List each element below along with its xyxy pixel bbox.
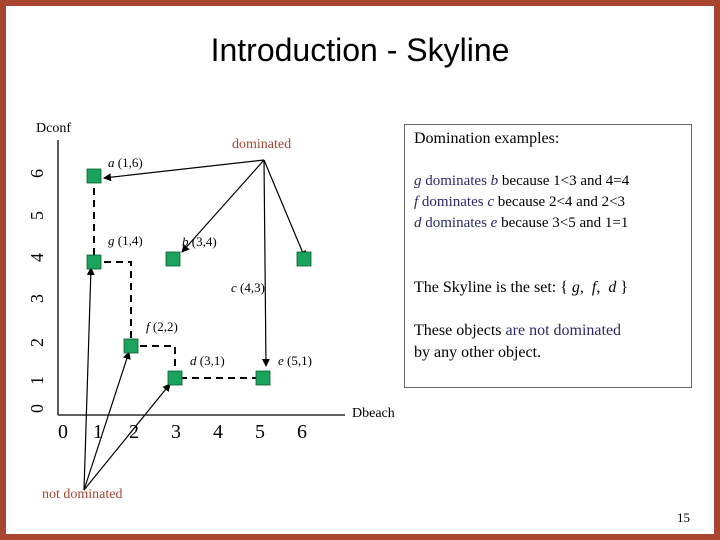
point-c-marker	[297, 252, 311, 266]
not-dominated-arrow-to-g	[84, 268, 91, 490]
point-a-name: a	[108, 155, 115, 170]
x-tick-5: 5	[255, 421, 265, 443]
point-a-label	[108, 155, 143, 171]
example-2-dominated: c	[487, 194, 494, 210]
y-tick-6: 6	[27, 169, 47, 178]
example-1-dominated: b	[490, 173, 499, 189]
y-tick-1: 1	[27, 376, 47, 385]
y-axis-title: Dconf	[36, 121, 71, 136]
point-a-coords: (1,6)	[117, 155, 143, 170]
skyline-item-f: f	[591, 279, 597, 296]
point-f-coords: (2,2)	[152, 319, 178, 334]
point-e-name: e	[278, 353, 284, 368]
point-d-name: d	[190, 353, 197, 368]
point-f-label	[146, 319, 178, 335]
x-tick-1: 1	[93, 421, 103, 443]
point-b-label	[182, 234, 217, 250]
point-g-marker	[87, 255, 101, 269]
example-2-reason: because 2<4 and 2<3	[494, 194, 626, 210]
x-tick-6: 6	[297, 421, 307, 443]
point-f-name: f	[146, 319, 150, 334]
example-3-reason: because 3<5 and 1=1	[497, 215, 629, 231]
point-g-name: g	[108, 233, 115, 248]
example-1-dominator: g	[414, 173, 422, 189]
point-e-label	[278, 353, 312, 369]
not-dominated-label: not dominated	[42, 487, 123, 502]
note-emphasis: are not dominated	[505, 322, 622, 339]
point-d-label	[190, 353, 225, 369]
point-g-coords: (1,4)	[117, 233, 143, 248]
not-dominated-note-line-2: by any other object.	[414, 344, 542, 361]
point-c-coords: (4,3)	[240, 280, 265, 295]
point-b-coords: (3,4)	[191, 234, 217, 249]
point-c-label	[231, 280, 265, 296]
examples-heading: Domination examples:	[414, 130, 560, 147]
skyline-staircase	[94, 176, 268, 378]
example-3-dominated: e	[490, 215, 498, 231]
x-tick-4: 4	[213, 421, 223, 443]
x-axis-title: Dbeach	[352, 406, 395, 421]
dominated-arrow-to-c	[264, 160, 305, 258]
skyline-prefix: The Skyline is the set: {	[414, 279, 572, 296]
dominated-arrow-to-e	[264, 160, 266, 366]
example-3-verb: dominates	[421, 215, 491, 231]
point-f-marker	[124, 339, 138, 353]
example-3-dominator: d	[414, 215, 422, 231]
x-tick-0: 0	[58, 421, 68, 443]
skyline-item-g: g	[571, 279, 580, 296]
point-b-name: b	[182, 234, 189, 249]
example-1-reason: because 1<3 and 4=4	[498, 173, 630, 189]
point-c-name: c	[231, 280, 237, 295]
dominated-label: dominated	[232, 137, 292, 152]
skyline-set-text: The Skyline is the set: { g, f, d }	[414, 279, 629, 296]
y-tick-5: 5	[27, 211, 47, 220]
point-a-marker	[87, 169, 101, 183]
x-tick-2: 2	[129, 421, 139, 443]
not-dominated-arrow-to-f	[84, 352, 129, 490]
note-prefix: These objects	[414, 322, 506, 339]
example-2-verb: dominates	[418, 194, 488, 210]
y-tick-0: 0	[27, 404, 47, 413]
y-tick-4: 4	[27, 253, 47, 262]
x-tick-3: 3	[171, 421, 181, 443]
point-g-label	[108, 233, 143, 249]
slide-number: 15	[677, 510, 690, 525]
example-2-dominator: f	[414, 194, 419, 210]
y-tick-2: 2	[27, 338, 47, 347]
y-tick-3: 3	[27, 294, 47, 303]
example-1-verb: dominates	[421, 173, 491, 189]
point-e-marker	[256, 371, 270, 385]
skyline-item-d: d	[608, 279, 617, 296]
point-d-marker	[168, 371, 182, 385]
point-d-coords: (3,1)	[199, 353, 225, 368]
skyline-suffix: }	[616, 279, 629, 296]
point-b-marker	[166, 252, 180, 266]
slide-title: Introduction - Skyline	[210, 32, 510, 68]
point-e-coords: (5,1)	[287, 353, 312, 368]
